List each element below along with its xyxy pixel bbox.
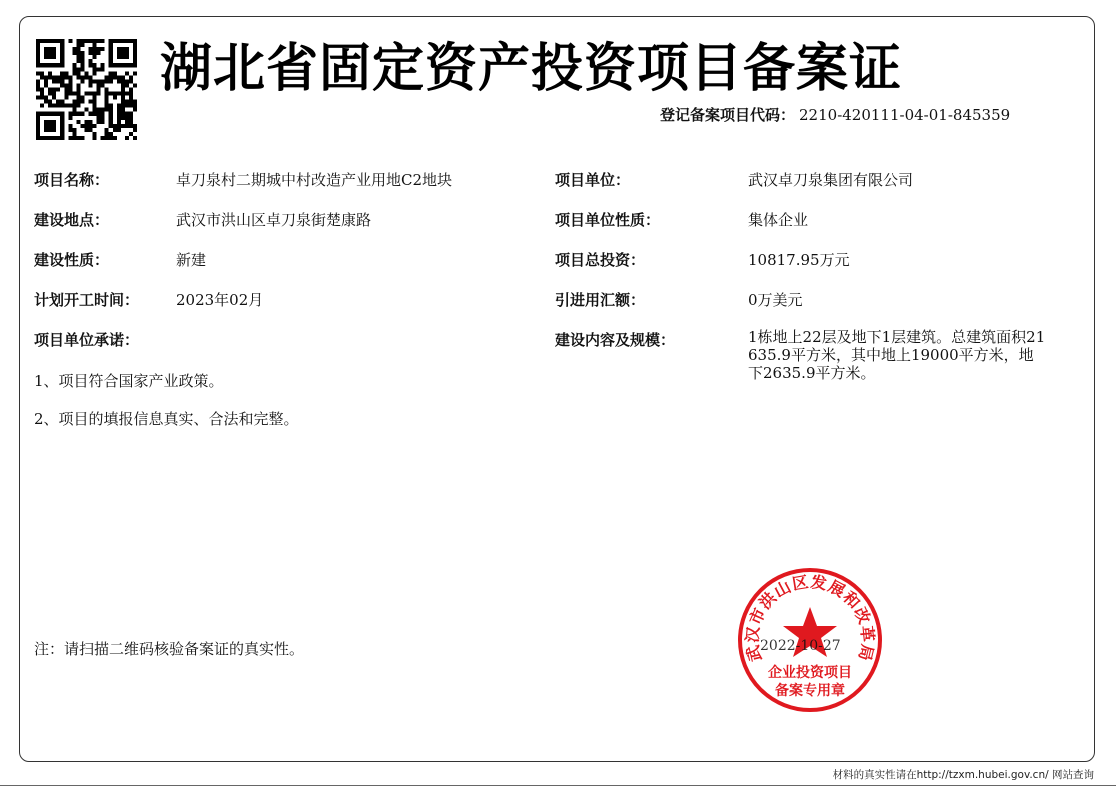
field-label: 项目单位： <box>555 171 631 189</box>
field-label: 项目总投资： <box>555 251 646 269</box>
registration-code-value: 2210-420111-04-01-845359 <box>799 106 1011 124</box>
field-label: 项目单位性质： <box>555 211 661 229</box>
pledge-item: 2、项目的填报信息真实、合法和完整。 <box>34 410 299 428</box>
registration-code <box>660 104 1010 125</box>
scope-label: 建设内容及规模： <box>555 331 676 349</box>
field-label: 项目名称： <box>34 171 110 189</box>
field-value: 武汉卓刀泉集团有限公司 <box>748 171 914 189</box>
field-value: 卓刀泉村二期城中村改造产业用地C2地块 <box>176 171 453 189</box>
field-value: 集体企业 <box>748 211 809 229</box>
pledge-item: 1、项目符合国家产业政策。 <box>34 372 224 390</box>
field-label: 建设地点： <box>34 211 110 229</box>
svg-text:武汉市洪山区发展和改革局: 武汉市洪山区发展和改革局 <box>742 572 878 664</box>
svg-text:企业投资项目: 企业投资项目 <box>768 665 852 681</box>
field-label: 建设性质： <box>34 251 110 269</box>
page-divider <box>0 785 1116 786</box>
certificate-title: 湖北省固定资产投资项目备案证 <box>160 39 903 99</box>
field-label: 计划开工时间： <box>34 291 140 309</box>
footer-note: 材料的真实性请在http://tzxm.hubei.gov.cn/ 网站查询 <box>832 769 1094 781</box>
field-value: 0万美元 <box>748 291 803 309</box>
seal-date: 2022-10-27 <box>760 638 841 654</box>
svg-text:备案专用章: 备案专用章 <box>775 683 845 699</box>
scope-value: 1栋地上22层及地下1层建筑。总建筑面积21635.9平方米，其中地上19000平方米，地下2635.9平方米。 <box>748 328 1046 382</box>
verification-note: 注：请扫描二维码核验备案证的真实性。 <box>34 640 305 658</box>
field-value: 新建 <box>176 251 207 269</box>
field-value: 10817.95万元 <box>748 251 850 269</box>
pledge-label: 项目单位承诺： <box>34 331 140 349</box>
qr-code-icon <box>36 39 137 140</box>
field-value: 武汉市洪山区卓刀泉街楚康路 <box>176 211 372 229</box>
field-value: 2023年02月 <box>176 291 264 309</box>
registration-code-label: 登记备案项目代码： <box>660 106 796 124</box>
field-label: 引进用汇额： <box>555 291 646 309</box>
